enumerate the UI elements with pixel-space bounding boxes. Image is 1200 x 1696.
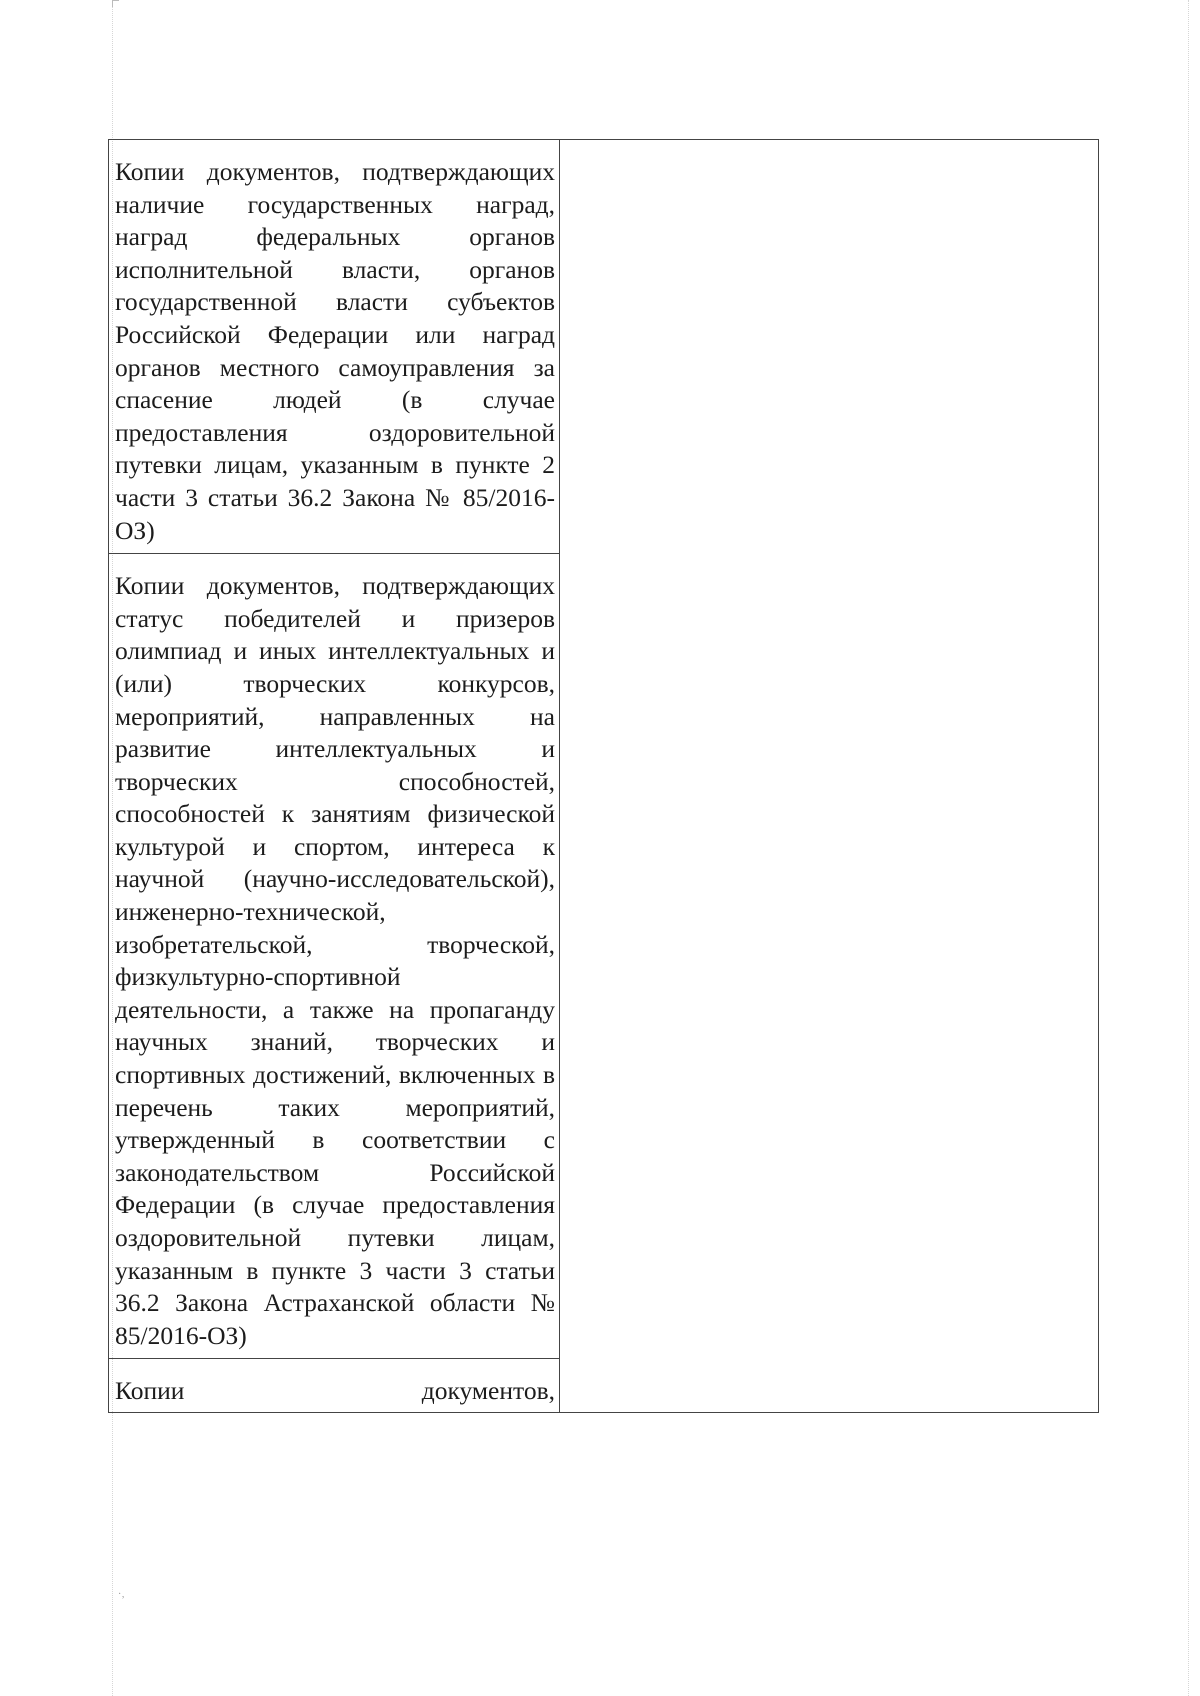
document-description-cell xyxy=(109,140,560,554)
document-description: Копии документов, xyxy=(115,1376,555,1406)
document-description-cell xyxy=(109,554,560,1359)
document-description: Копии документов, подтверждающих наличие государственных наград, наград федеральных органов исполнительной власти, органов государственной власти субъектов Российской Федерации или наград органов местного самоуправления за спасение людей (в случае предоставления оздоровительной путевки лицам, указанным в пункте 2 части 3 статьи 36.2 Закона № 85/2016-ОЗ) xyxy=(115,157,555,545)
corner-mark xyxy=(112,0,119,7)
documents-table xyxy=(108,139,1099,1413)
blank-column-cell xyxy=(560,140,1099,1413)
document-description-cell xyxy=(109,1359,560,1413)
scan-speck: ·‚ xyxy=(118,1589,125,1600)
document-description: Копии документов, подтверждающих статус победителей и призеров олимпиад и иных интеллектуальных и (или) творческих конкурсов, мероприятий, направленных на развитие интеллектуальных и творческих способностей, способностей к занятиям физической культурой и спортом, интереса к научной (научно-исследовательской), инженерно-технической, изобретательской, творческой, физкультурно-спортивной деятельности, а также на пропаганду научных знаний, творческих и спортивных достижений, включенных в перечень таких мероприятий, утвержденный в соответствии с законодательством Российской Федерации (в случае предоставления оздоровительной путевки лицам, указанным в пункте 3 части 3 статьи 36.2 Закона Астраханской области № 85/2016-ОЗ) xyxy=(115,571,555,1350)
table-row xyxy=(109,140,1099,554)
scan-edge-right xyxy=(1188,0,1189,1696)
